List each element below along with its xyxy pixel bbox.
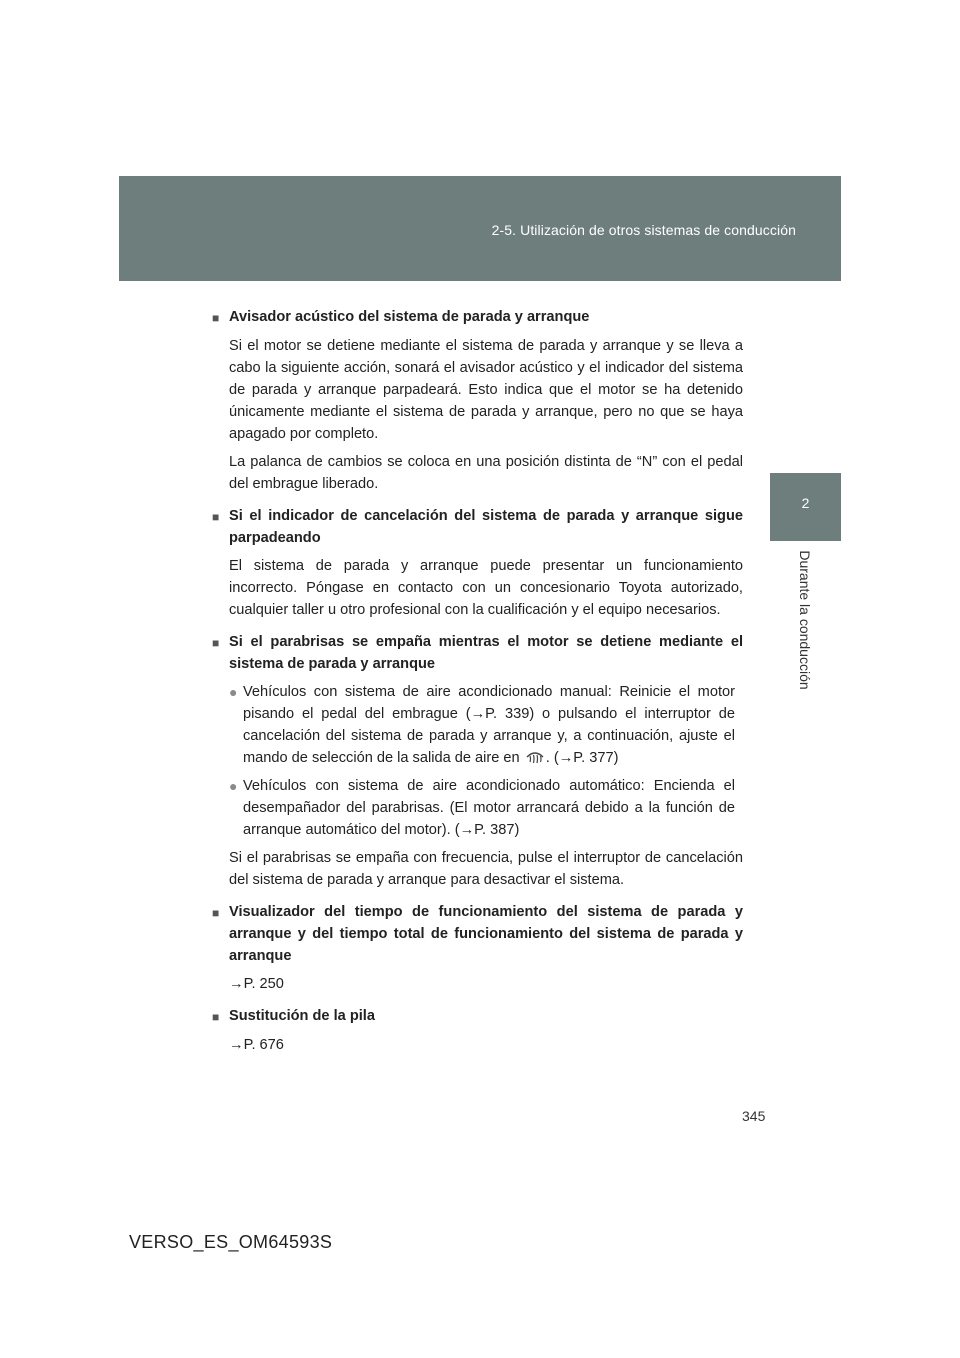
paragraph: La palanca de cambios se coloca en una posición distinta de “N” con el pedal del embrague liberado. xyxy=(229,454,743,492)
chapter-label: Durante la conducción xyxy=(797,550,813,690)
circle-bullet-icon: ● xyxy=(229,684,238,700)
square-bullet-icon: ■ xyxy=(212,311,220,325)
windshield-defroster-icon xyxy=(524,748,546,766)
page-content xyxy=(212,306,743,1062)
section-heading: ■ Visualizador del tiempo de funcionamiento del sistema de parada y arranque y del tiempo total de funcionamiento del sistema de parada y arranque xyxy=(212,901,743,967)
paragraph: Si el parabrisas se empaña con frecuencia, pulse el interruptor de cancelación del sistema de parada y arranque para desactivar el sistema. xyxy=(229,850,743,888)
circle-bullet-icon: ● xyxy=(229,778,238,794)
page-reference: →P. 676 xyxy=(229,1037,284,1053)
paragraph: Si el motor se detiene mediante el sistema de parada y arranque y se lleva a cabo la siguiente acción, sonará el avisador acústico y el indicador del sistema de parada y arranque parpadeará. Esto indica que el motor se ha detenido únicamente mediante el sistema de parada y arranque, pero no que se haya apagado por completo. xyxy=(229,338,743,442)
section-title: 2-5. Utilización de otros sistemas de conducción xyxy=(491,222,796,238)
paragraph: El sistema de parada y arranque puede presentar un funcionamiento incorrecto. Póngase en contacto con un concesionario Toyota autorizado, cualquier taller u otro profesional con la cualificación y el equipo necesarios. xyxy=(229,558,743,618)
square-bullet-icon: ■ xyxy=(212,510,220,524)
page-reference: →P. 250 xyxy=(229,976,284,992)
square-bullet-icon: ■ xyxy=(212,1010,220,1024)
section-heading: ■ Sustitución de la pila xyxy=(212,1005,743,1028)
document-code: VERSO_ES_OM64593S xyxy=(129,1232,333,1252)
list-item: ● Vehículos con sistema de aire acondicionado automático: Encienda el desempañador del parabrisas. (El motor arrancará debido a la función de arranque automático del motor). (→P. 387) xyxy=(229,775,743,841)
list-item: ● Vehículos con sistema de aire acondicionado manual: Reinicie el motor pisando el pedal del embrague (→P. 339) o pulsando el interruptor de cancelación del sistema de parada y arranque y, a continuación, ajuste el mando de selección de la salida de aire en . (→P. 377) xyxy=(229,681,743,769)
section-header-band xyxy=(119,176,841,281)
section-heading: ■ Si el parabrisas se empaña mientras el motor se detiene mediante el sistema de parada y arranque xyxy=(212,631,743,675)
chapter-tab xyxy=(770,473,841,541)
square-bullet-icon: ■ xyxy=(212,636,220,650)
page-number: 345 xyxy=(742,1108,766,1124)
section-heading: ■ Si el indicador de cancelación del sistema de parada y arranque sigue parpadeando xyxy=(212,505,743,549)
square-bullet-icon: ■ xyxy=(212,906,220,920)
chapter-number: 2 xyxy=(801,495,810,511)
section-heading: ■ Avisador acústico del sistema de parada y arranque xyxy=(212,306,743,329)
